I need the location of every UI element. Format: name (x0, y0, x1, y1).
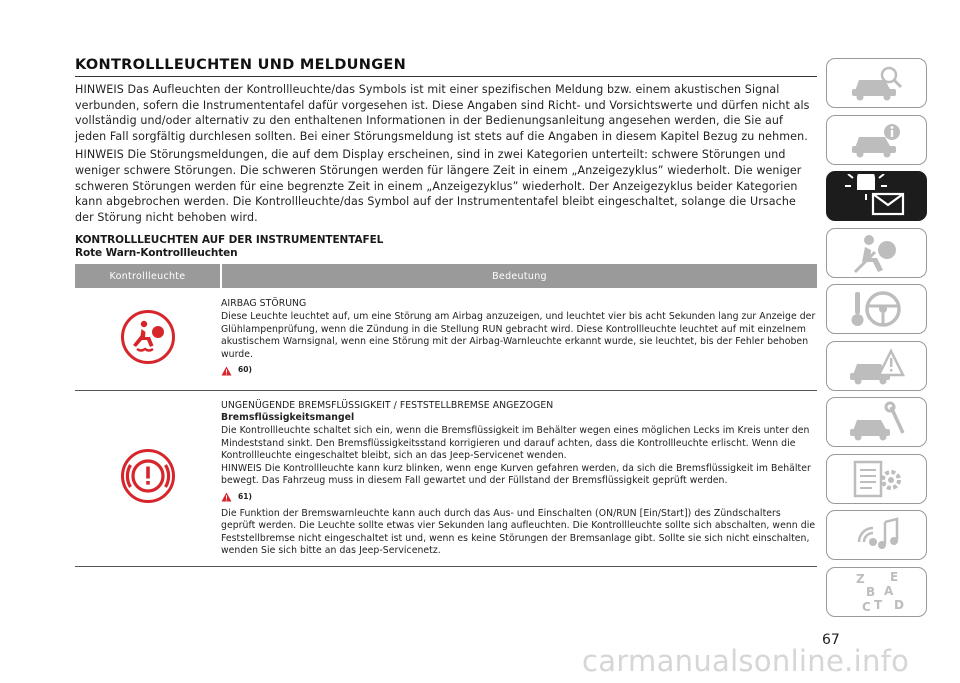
index-letter: B (865, 584, 875, 599)
warning-reference-number: 60) (238, 365, 253, 375)
section-heading: KONTROLLLEUCHTEN AUF DER INSTRUMENTENTAFEL (75, 234, 384, 247)
entry-body: Diese Leuchte leuchtet auf, um eine Störung am Airbag anzuzeigen, und leuchtet vier bis acht Sekunden lang zur Anzeige der Glühlampenprüfung, wenn die Zündung in die Stellung RUN gebracht wird. Diese Kontrollleuchte leuchtet auf mit einzelnem akustischem Warnsignal, wenn eine Störung mit der Airbag-Warnleuchte erkannt wurde, sie leuchtet, bis der Fehler behoben wurde. (221, 310, 816, 360)
chapter-tab-multimedia[interactable] (826, 510, 927, 560)
header-kontrollleuchte: Kontrollleuchte (75, 264, 221, 288)
chapter-tab-car-search[interactable] (826, 58, 927, 108)
technical-data-icon (845, 458, 909, 500)
car-info-icon (845, 120, 909, 160)
brake-warning-icon (120, 448, 176, 504)
index-letter: C (861, 599, 871, 614)
warning-light-message-icon (845, 174, 909, 218)
chapter-tab-car-info[interactable] (826, 115, 927, 165)
chapter-tab-technical-data[interactable] (826, 454, 927, 504)
watermark: carmanualsonline.info (582, 644, 910, 678)
meaning-cell (221, 288, 817, 390)
table-header-row (75, 264, 817, 288)
car-emergency-icon (845, 345, 909, 387)
chapter-tab-safety[interactable] (826, 228, 927, 278)
page-number: 67 (822, 632, 840, 648)
index-letter: E (889, 569, 898, 584)
entry-extra: Die Funktion der Bremswarnleuchte kann auch durch das Aus- und Einschalten (ON/RUN [Ein/Start]) des Zündschalters geprüft werden. Die Leuchte sollte etwas vier Sekunden lang aufleuchten. Die Kontrollleuchte sollte sich abschalten, wenn die Feststellbremse nicht eingeschaltet ist und, wenn es keine Störungen der Bremsanlage gibt. Sollte sie sich nicht einschalten, wenden Sie sich bitte an das Jeep-Servicenetz. (221, 507, 816, 557)
chapter-tab-starting-driving[interactable] (826, 284, 927, 334)
entry-body: Die Kontrollleuchte schaltet sich ein, wenn die Bremsflüssigkeit im Behälter wegen eines möglichen Lecks im Kreis unter den Mindeststand sinkt. Den Bremsflüssigkeitsstand korrigieren und darauf achten, dass die Kontrollleuchte erlischt. Wenn die Kontrollleuchte eingeschaltet bleibt, sich an das Jeep-Servicenet wenden. (221, 424, 810, 462)
car-search-icon (845, 63, 909, 103)
chapter-tab-warning-lights[interactable] (826, 171, 927, 221)
chapter-tab-index[interactable] (826, 567, 927, 617)
warning-lights-table (75, 264, 817, 567)
warning-reference-number: 61) (238, 491, 253, 501)
chapter-tab-emergency[interactable] (826, 341, 927, 391)
chapter-sidebar (826, 58, 927, 623)
multimedia-icon (845, 514, 909, 556)
index-letter: A (883, 583, 893, 598)
entry-note: HINWEIS Die Kontrollleuchte kann kurz blinken, wenn enge Kurven gefahren werden, da sich die Bremsflüssigkeit im Behälter bewegt. Das Fahrzeug muss in diesem Fall gewartet und der Füllstand der Bremsflüssigkeit geprüft werden. (221, 462, 811, 487)
index-abc-icon (842, 569, 912, 615)
warning-triangle-icon (221, 366, 232, 376)
index-letter: D (893, 597, 904, 612)
warning-reference (221, 364, 817, 377)
title-divider (75, 76, 817, 77)
icon-cell (75, 288, 221, 390)
entry-subtitle: Bremsflüssigkeitsmangel (221, 412, 355, 424)
car-service-icon (845, 401, 909, 443)
note-paragraph-1: HINWEIS Das Aufleuchten der Kontrollleuchte/das Symbols ist mit einer spezifischen Meldung bzw. einem akustischen Signal verbunden, sofern die Instrumententafel dafür vorgesehen ist. Diese Angaben sind Richt- und Vorsichtswerte und dürfen nicht als vollständig und/oder alternativ zu den enthaltenen Informationen in der Bedienungsanleitung angesehen werden, die Sie auf jeden Fall sorgfältig durchlesen sollten. Bei einer Störungsmeldung ist stets auf die Angaben in diesem Kapitel Bezug zu nehmen. (75, 83, 810, 143)
warning-triangle-icon (221, 492, 232, 502)
note-paragraph-2: HINWEIS Die Störungsmeldungen, die auf dem Display erscheinen, sind in zwei Kategorien unterteilt: schwere Störungen und weniger schwere Störungen. Die schweren Störungen werden für längere Zeit in einem „Anzeigezyklus” wiederholt. Die weniger schweren Störungen werden für eine begrenzte Zeit in einem „Anzeigezyklus” wiederholt. Der Anzeigezyklus beider Kategorien kann abgebrochen werden. Die Kontrollleuchte/das Symbol auf der Instrumententafel bleibt eingeschaltet, solange die Ursache der Störung nicht behoben wird. (75, 148, 802, 224)
page-title: KONTROLLLEUCHTEN UND MELDUNGEN (75, 57, 407, 73)
main-content (75, 55, 817, 567)
meaning-cell (221, 390, 817, 566)
airbag-safety-icon (845, 232, 909, 274)
index-letter: T (873, 597, 882, 612)
subsection-heading: Rote Warn-Kontrollleuchten (75, 247, 238, 260)
header-bedeutung: Bedeutung (221, 264, 817, 288)
index-letter: Z (855, 571, 865, 586)
steering-wheel-key-icon (845, 288, 909, 330)
table-row (75, 288, 817, 390)
airbag-warning-icon (120, 309, 176, 365)
warning-reference (221, 491, 817, 504)
entry-title: AIRBAG STÖRUNG (221, 298, 307, 310)
table-row (75, 390, 817, 566)
icon-cell (75, 390, 221, 566)
chapter-tab-service[interactable] (826, 397, 927, 447)
entry-title: UNGENÜGENDE BREMSFLÜSSIGKEIT / FESTSTELLBREMSE ANGEZOGEN (221, 399, 554, 411)
